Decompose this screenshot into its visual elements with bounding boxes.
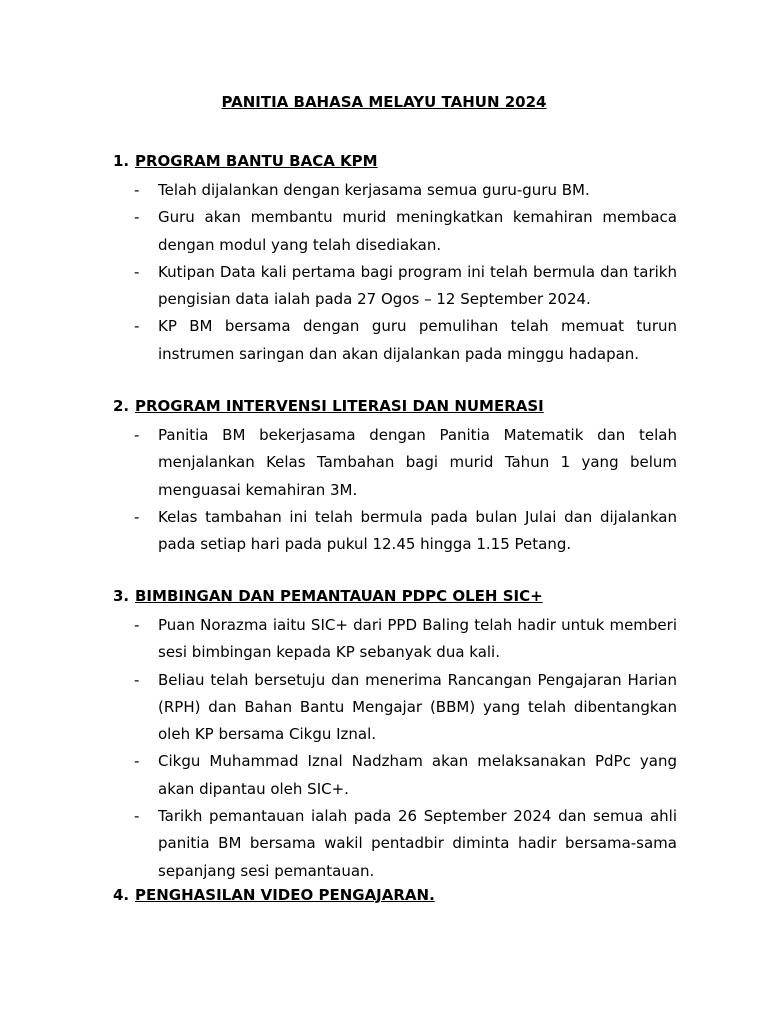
list-item-text: Tarikh pemantauan ialah pada 26 September 2024 dan semua ahli panitia BM bersama wakil pentadbir diminta hadir bersama-sama sepanjang sesi pemantauan. bbox=[158, 807, 677, 880]
list-item bbox=[113, 748, 677, 803]
bullet-dash: - bbox=[134, 507, 140, 526]
list-item-text: Telah dijalankan dengan kerjasama semua guru-guru BM. bbox=[158, 181, 590, 199]
list-item bbox=[113, 667, 677, 749]
list-item bbox=[113, 422, 677, 504]
section-penghasilan-video bbox=[113, 884, 677, 908]
list-item bbox=[113, 803, 677, 885]
bullet-dash: - bbox=[134, 262, 140, 281]
list-item bbox=[113, 612, 677, 667]
bullet-dash: - bbox=[134, 317, 140, 336]
list-item-text: Cikgu Muhammad Iznal Nadzham akan melaksanakan PdPc yang akan dipantau oleh SIC+. bbox=[158, 752, 677, 798]
list-item bbox=[113, 259, 677, 314]
list-item bbox=[113, 504, 677, 559]
list-item-text: KP BM bersama dengan guru pemulihan telah memuat turun instrumen saringan dan akan dijalankan pada minggu hadapan. bbox=[158, 317, 677, 363]
list-item bbox=[113, 313, 677, 368]
section-heading-text: PROGRAM INTERVENSI LITERASI DAN NUMERASI bbox=[135, 397, 544, 415]
bullet-list bbox=[113, 422, 677, 558]
section-bimbingan-pemantauan bbox=[113, 585, 677, 885]
section-heading-text: PENGHASILAN VIDEO PENGAJARAN. bbox=[135, 886, 435, 904]
section-number: 2. bbox=[113, 397, 130, 415]
list-item-text: Panitia BM bekerjasama dengan Panitia Matematik dan telah menjalankan Kelas Tambahan bagi murid Tahun 1 yang belum menguasai kemahiran 3M. bbox=[158, 426, 677, 499]
list-item bbox=[113, 204, 677, 259]
section-program-bantu-baca bbox=[113, 150, 677, 368]
bullet-dash: - bbox=[134, 670, 140, 689]
section-program-intervensi bbox=[113, 395, 677, 558]
bullet-list bbox=[113, 612, 677, 885]
section-heading-text: PROGRAM BANTU BACA KPM bbox=[135, 152, 378, 170]
section-heading bbox=[113, 395, 677, 419]
section-number: 4. bbox=[113, 886, 130, 904]
section-heading bbox=[113, 884, 677, 908]
bullet-dash: - bbox=[134, 807, 140, 826]
section-heading bbox=[113, 585, 677, 609]
document-title: PANITIA BAHASA MELAYU TAHUN 2024 bbox=[221, 93, 547, 111]
bullet-list bbox=[113, 177, 677, 368]
bullet-dash: - bbox=[134, 752, 140, 771]
section-heading bbox=[113, 150, 677, 174]
bullet-dash: - bbox=[134, 426, 140, 444]
section-heading-text: BIMBINGAN DAN PEMANTAUAN PDPC OLEH SIC+ bbox=[135, 587, 543, 605]
list-item bbox=[113, 177, 677, 204]
section-number: 3. bbox=[113, 587, 130, 605]
list-item-text: Puan Norazma iaitu SIC+ dari PPD Baling telah hadir untuk memberi sesi bimbingan kepada KP sebanyak dua kali. bbox=[158, 616, 677, 662]
bullet-dash: - bbox=[134, 616, 140, 634]
list-item-text: Kutipan Data kali pertama bagi program ini telah bermula dan tarikh pengisian data ialah pada 27 Ogos – 12 September 2024. bbox=[158, 262, 677, 309]
list-item-text: Kelas tambahan ini telah bermula pada bulan Julai dan dijalankan pada setiap hari pada pukul 12.45 hingga 1.15 Petang. bbox=[158, 507, 677, 554]
list-item-text: Beliau telah bersetuju dan menerima Rancangan Pengajaran Harian (RPH) dan Bahan Bantu Mengajar (BBM) yang telah dibentangkan oleh KP bersama Cikgu Iznal. bbox=[158, 670, 677, 744]
bullet-dash: - bbox=[134, 181, 140, 199]
section-number: 1. bbox=[113, 152, 130, 170]
bullet-dash: - bbox=[134, 208, 140, 227]
list-item-text: Guru akan membantu murid meningkatkan kemahiran membaca dengan modul yang telah disediakan. bbox=[158, 208, 677, 254]
